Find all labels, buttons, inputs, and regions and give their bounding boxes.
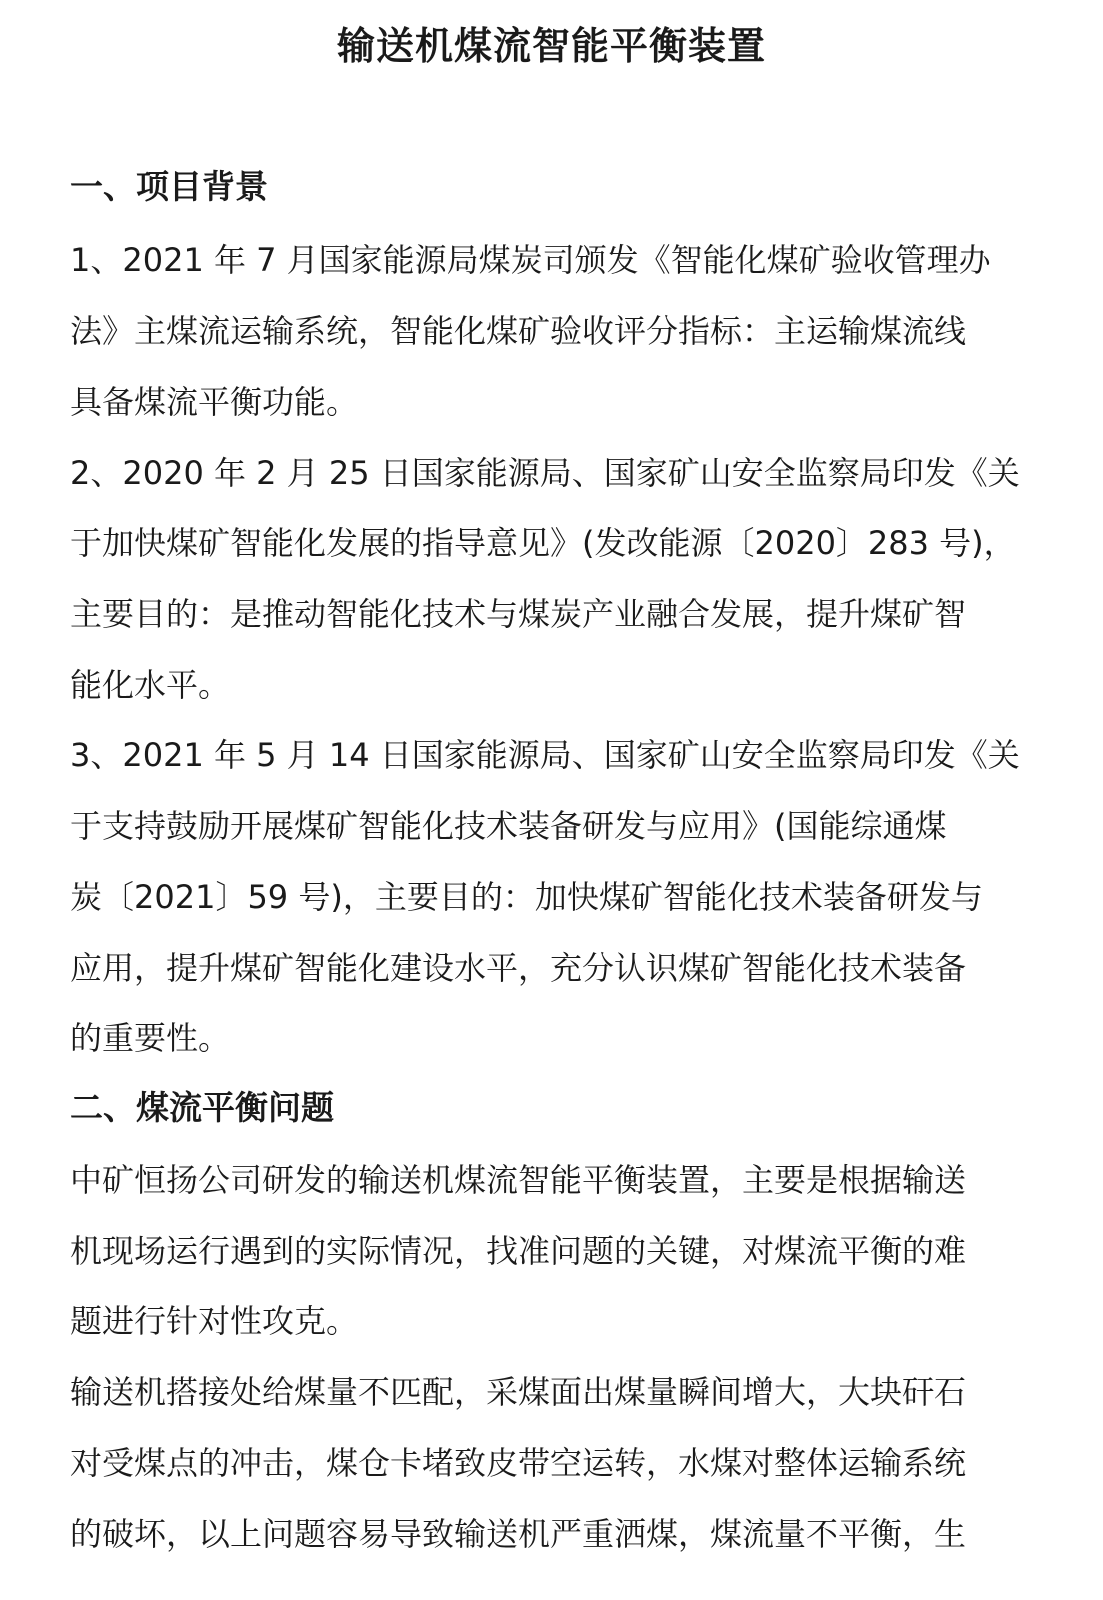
text-line: 输送机搭接处给煤量不匹配，采煤面出煤量瞬间增大，大块矸石 (70, 1373, 967, 1411)
text-line: 的重要性。 (70, 1019, 231, 1057)
text-line: 能化水平。 (70, 666, 231, 704)
text-line: 中矿恒扬公司研发的输送机煤流智能平衡装置，主要是根据输送 (70, 1161, 967, 1199)
text-line: 3、2021 年 5 月 14 日国家能源局、国家矿山安全监察局印发《关 (70, 736, 1020, 774)
text-line: 具备煤流平衡功能。 (70, 383, 359, 421)
text-line: 于支持鼓励开展煤矿智能化技术装备研发与应用》(国能综通煤 (70, 807, 947, 845)
text-line: 应用，提升煤矿智能化建设水平，充分认识煤矿智能化技术装备 (70, 949, 967, 987)
text-line: 题进行针对性攻克。 (70, 1302, 359, 1340)
text-line: 法》主煤流运输系统，智能化煤矿验收评分指标：主运输煤流线 (70, 312, 967, 350)
text-line: 1、2021 年 7 月国家能源局煤炭司颁发《智能化煤矿验收管理办 (70, 241, 991, 279)
text-line: 对受煤点的冲击，煤仓卡堵致皮带空运转，水煤对整体运输系统 (70, 1444, 967, 1482)
section-heading-background: 一、项目背景 (70, 167, 268, 206)
document-title: 输送机煤流智能平衡装置 (336, 24, 766, 68)
text-line: 的破坏，以上问题容易导致输送机严重洒煤，煤流量不平衡，生 (70, 1515, 967, 1553)
text-line: 于加快煤矿智能化发展的指导意见》(发改能源〔2020〕283 号)， (70, 524, 1016, 562)
text-line: 主要目的：是推动智能化技术与煤炭产业融合发展，提升煤矿智 (70, 595, 967, 633)
text-line: 机现场运行遇到的实际情况，找准问题的关键，对煤流平衡的难 (70, 1232, 967, 1270)
section-heading-coal-flow-problem: 二、煤流平衡问题 (70, 1088, 334, 1127)
text-line: 炭〔2021〕59 号)，主要目的：加快煤矿智能化技术装备研发与 (70, 878, 983, 916)
text-line: 2、2020 年 2 月 25 日国家能源局、国家矿山安全监察局印发《关 (70, 454, 1020, 492)
